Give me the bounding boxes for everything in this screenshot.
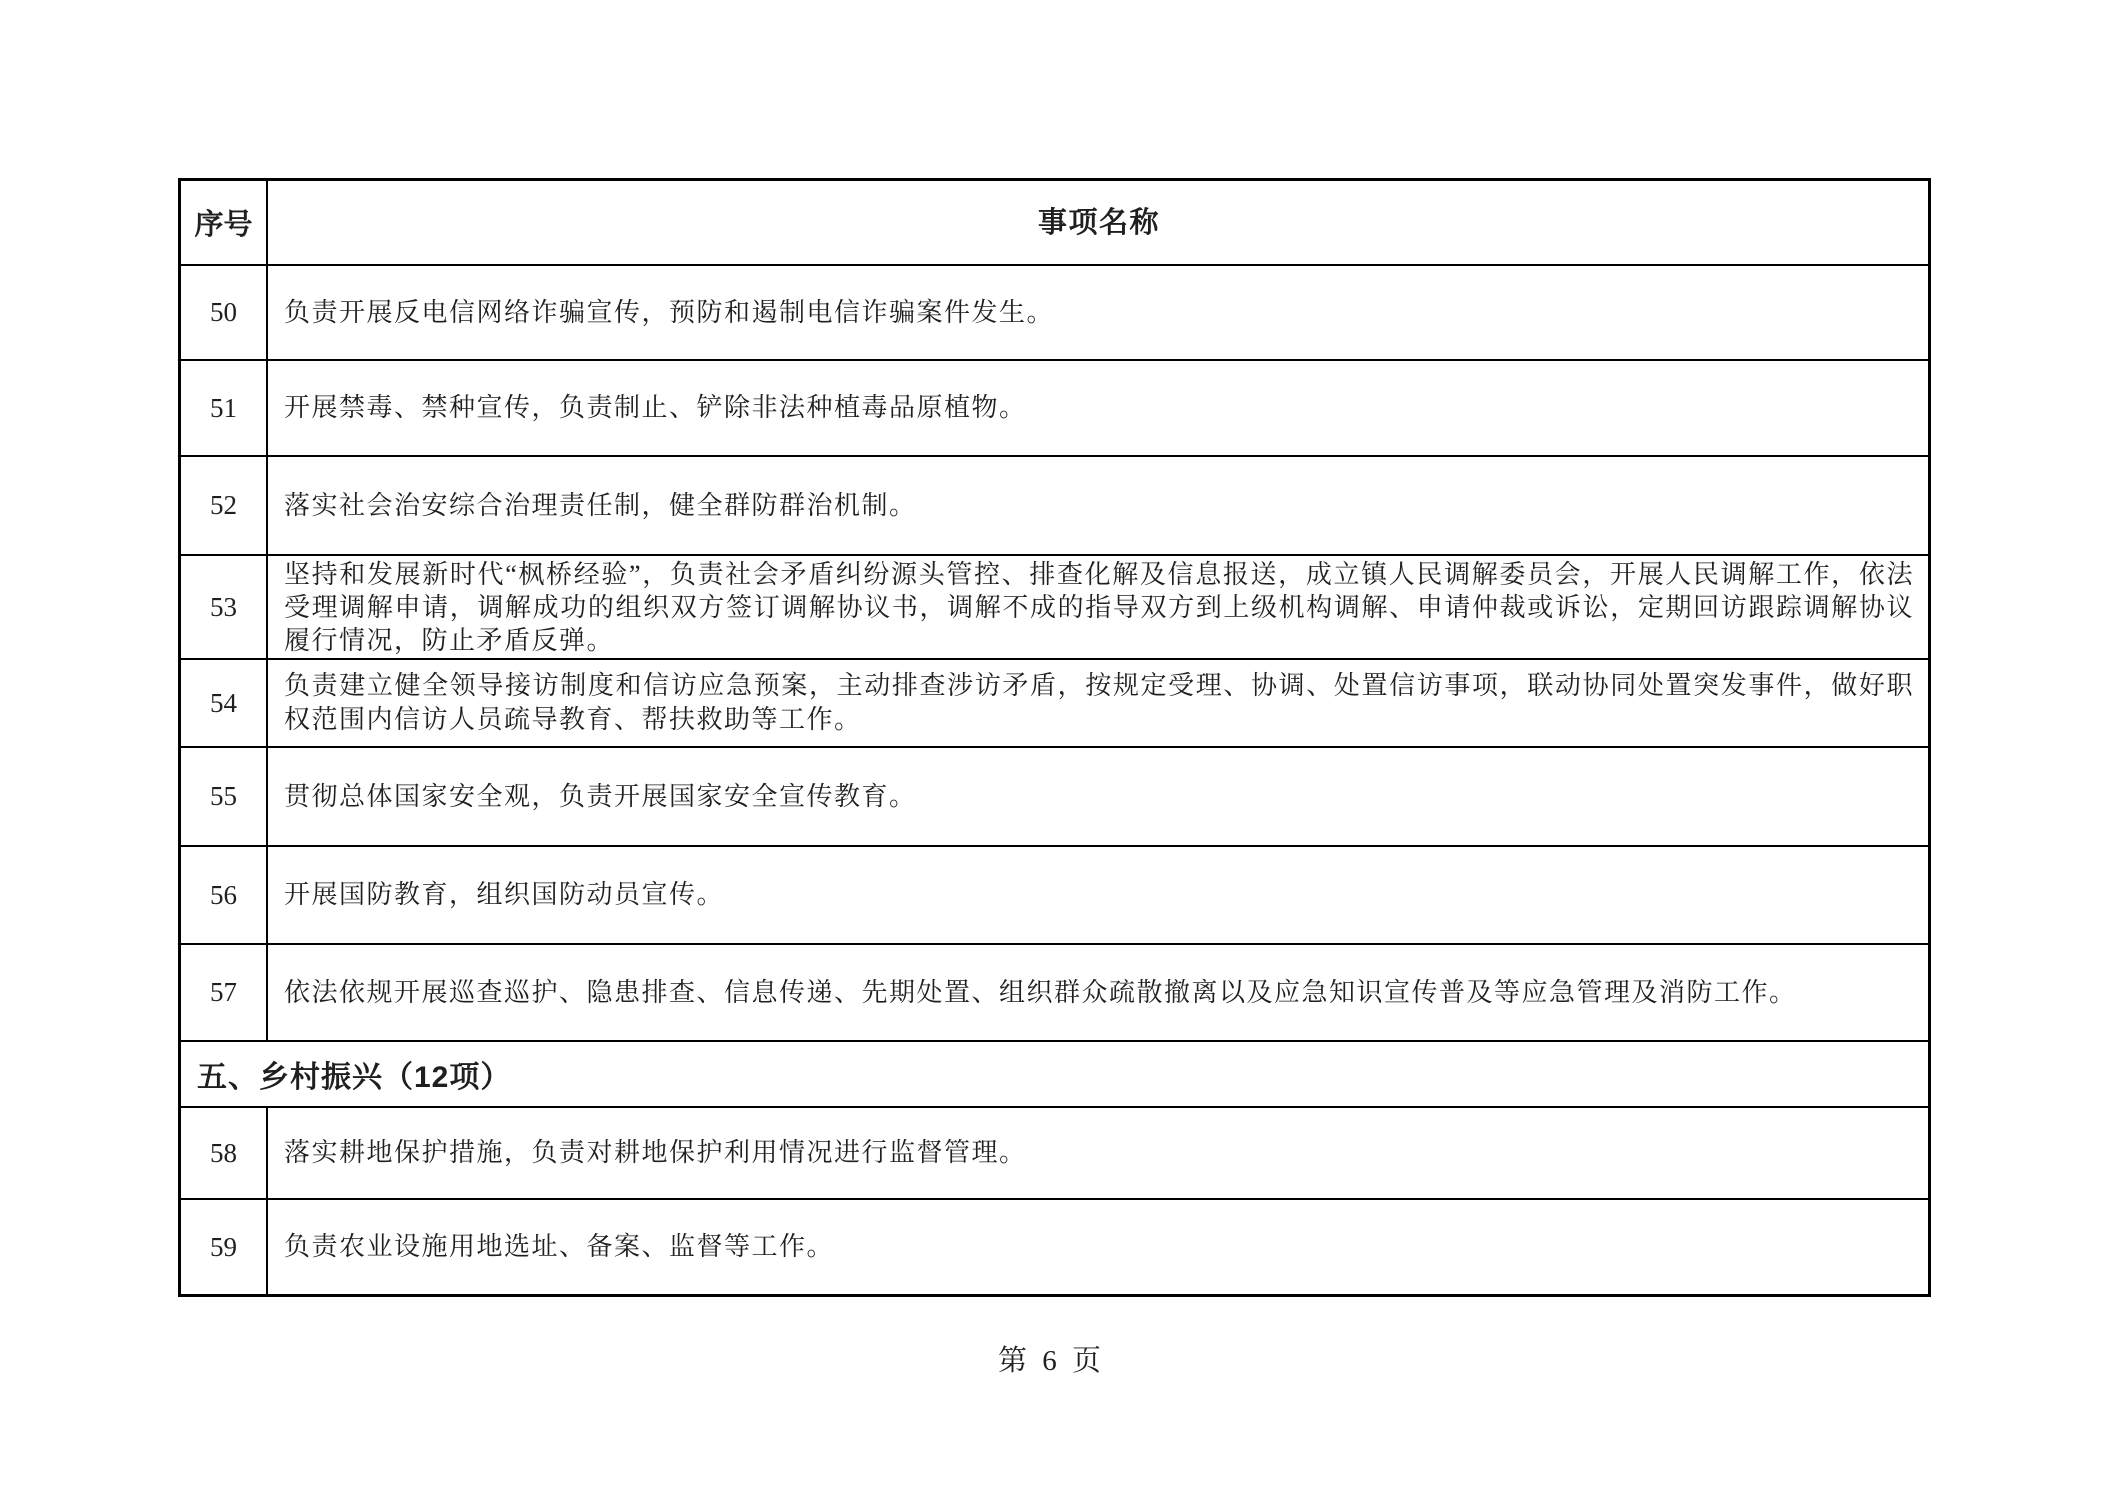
row-item-text: 贯彻总体国家安全观，负责开展国家安全宣传教育。 bbox=[284, 781, 917, 811]
row-number: 52 bbox=[181, 457, 268, 554]
row-item-cell bbox=[268, 847, 1928, 943]
row-item-text: 开展禁毒、禁种宣传，负责制止、铲除非法种植毒品原植物。 bbox=[284, 393, 1027, 422]
row-item-cell bbox=[268, 361, 1928, 455]
table-row bbox=[181, 457, 1928, 556]
row-number: 53 bbox=[181, 556, 268, 658]
row-number: 55 bbox=[181, 748, 268, 845]
table-row bbox=[181, 847, 1928, 945]
table-row bbox=[181, 945, 1928, 1042]
row-number: 59 bbox=[181, 1200, 268, 1294]
row-number: 56 bbox=[181, 847, 268, 943]
row-number: 50 bbox=[181, 266, 268, 359]
row-item-cell bbox=[268, 1108, 1928, 1198]
table-row bbox=[181, 361, 1928, 457]
row-item-cell bbox=[268, 556, 1928, 658]
header-serial-number: 序号 bbox=[181, 181, 268, 264]
row-item-cell bbox=[268, 945, 1928, 1040]
header-item-name-label: 事项名称 bbox=[1037, 206, 1160, 239]
row-number: 51 bbox=[181, 361, 268, 455]
row-item-cell bbox=[268, 1200, 1928, 1294]
row-item-text: 落实耕地保护措施，负责对耕地保护利用情况进行监督管理。 bbox=[284, 1138, 1027, 1167]
row-item-text: 负责开展反电信网络诈骗宣传，预防和遏制电信诈骗案件发生。 bbox=[284, 297, 1055, 327]
row-item-cell bbox=[268, 660, 1928, 746]
row-item-text: 坚持和发展新时代“枫桥经验”，负责社会矛盾纠纷源头管控、排查化解及信息报送，成立镇人民调解委员会，开展人民调解工作，依法受理调解申请，调解成功的组织双方签订调解协议书，调解不成的指导双方到上级机构调解、申请仲裁或诉讼，定期回访跟踪调解协议履行情况，防止矛盾反弹。 bbox=[284, 559, 1914, 655]
row-item-cell bbox=[268, 457, 1928, 554]
table-row bbox=[181, 266, 1928, 361]
row-item-text: 开展国防教育，组织国防动员宣传。 bbox=[284, 880, 725, 909]
table-header-row bbox=[181, 181, 1928, 266]
row-number: 54 bbox=[181, 660, 268, 746]
row-number: 58 bbox=[181, 1108, 268, 1198]
table-row bbox=[181, 660, 1928, 748]
header-item-name bbox=[268, 181, 1928, 264]
row-number: 57 bbox=[181, 945, 268, 1040]
row-item-text: 落实社会治安综合治理责任制，健全群防群治机制。 bbox=[284, 490, 917, 520]
row-item-text: 依法依规开展巡查巡护、隐患排查、信息传递、先期处置、组织群众疏散撤离以及应急知识宣传普及等应急管理及消防工作。 bbox=[284, 977, 1797, 1007]
section-header-row bbox=[181, 1042, 1928, 1108]
row-item-text: 负责建立健全领导接访制度和信访应急预案，主动排查涉访矛盾，按规定受理、协调、处置信访事项，联动协同处置突发事件，做好职权范围内信访人员疏导教育、帮扶救助等工作。 bbox=[284, 671, 1914, 734]
table-row bbox=[181, 748, 1928, 847]
row-item-cell bbox=[268, 266, 1928, 359]
page-number: 第 6 页 bbox=[997, 1345, 1105, 1377]
items-table bbox=[178, 178, 1931, 1297]
section-header-label: 五、乡村振兴（12项） bbox=[197, 1061, 512, 1094]
table-row bbox=[181, 1108, 1928, 1200]
row-item-cell bbox=[268, 748, 1928, 845]
table-row bbox=[181, 556, 1928, 660]
row-item-text: 负责农业设施用地选址、备案、监督等工作。 bbox=[284, 1232, 835, 1261]
table-row bbox=[181, 1200, 1928, 1294]
